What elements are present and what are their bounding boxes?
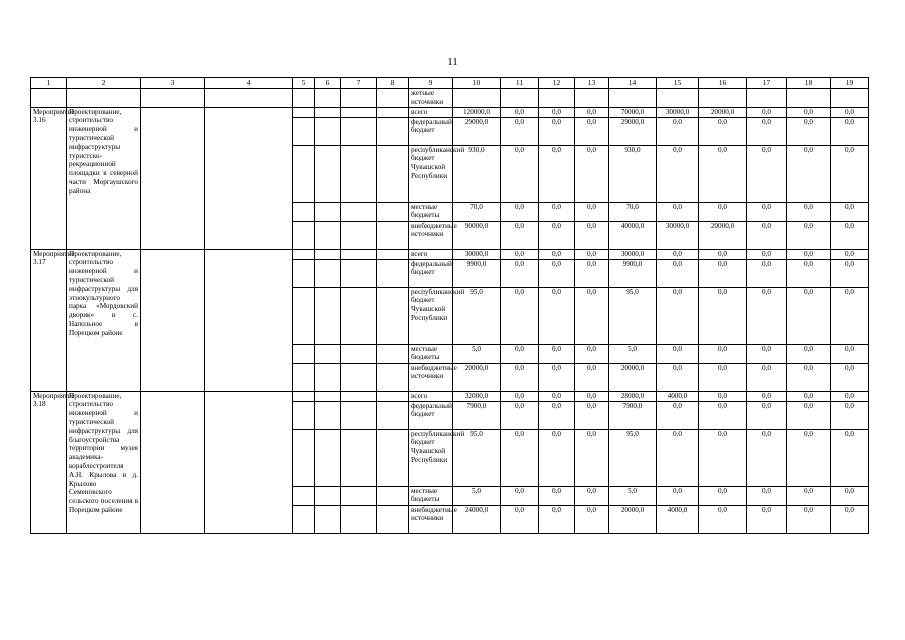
amount-cell: 0,0 [787,202,831,221]
amount-cell: 0,0 [787,505,831,533]
empty-cell [293,505,315,533]
column-header: 12 [539,78,575,89]
amount-cell: 0,0 [747,202,787,221]
funding-source-label: федеральный бюджет [409,117,453,145]
amount-cell: 0,0 [699,202,747,221]
empty-cell [141,249,205,391]
funding-source-label: местные бюджеты [409,486,453,505]
amount-cell: 0,0 [657,429,699,486]
amount-cell: 0,0 [501,363,539,391]
amount-cell: 0,0 [501,259,539,287]
event-number: Мероприятие 3.18 [31,391,67,533]
empty-cell [747,89,787,108]
empty-cell [293,401,315,429]
empty-cell [341,344,377,363]
amount-cell: 24000,0 [453,505,501,533]
empty-cell [341,505,377,533]
amount-cell: 0,0 [831,344,869,363]
amount-cell: 0,0 [575,202,609,221]
amount-cell: 0,0 [747,221,787,249]
amount-cell: 0,0 [539,221,575,249]
empty-cell [341,107,377,117]
empty-cell [377,429,409,486]
column-header: 13 [575,78,609,89]
funding-source-label: внебюджетные источники [409,505,453,533]
amount-cell: 95,0 [453,287,501,344]
amount-cell: 0,0 [831,391,869,401]
amount-cell: 0,0 [787,429,831,486]
empty-cell [31,89,67,108]
amount-cell: 70,0 [609,202,657,221]
empty-cell [341,391,377,401]
amount-cell: 0,0 [699,344,747,363]
empty-cell [341,486,377,505]
empty-cell [315,287,341,344]
empty-cell [293,145,315,202]
amount-cell: 930,0 [453,145,501,202]
amount-cell: 0,0 [699,287,747,344]
funding-source-label: республиканский бюджет Чувашской Республики [409,145,453,202]
amount-cell: 0,0 [787,287,831,344]
page-number: 11 [447,56,458,68]
amount-cell: 95,0 [609,287,657,344]
amount-cell: 0,0 [699,145,747,202]
amount-cell: 0,0 [657,249,699,259]
column-header: 11 [501,78,539,89]
empty-cell [831,89,869,108]
funding-source-label: федеральный бюджет [409,259,453,287]
amount-cell: 0,0 [539,429,575,486]
amount-cell: 0,0 [539,391,575,401]
amount-cell: 0,0 [501,249,539,259]
empty-cell [315,429,341,486]
column-header: 19 [831,78,869,89]
empty-cell [205,89,293,108]
empty-cell [315,107,341,117]
amount-cell: 5,0 [609,344,657,363]
table-row [31,107,869,117]
empty-cell [315,344,341,363]
empty-cell [293,486,315,505]
amount-cell: 30000,0 [609,249,657,259]
column-header: 1 [31,78,67,89]
empty-cell [315,401,341,429]
empty-cell [67,89,141,108]
empty-cell [293,363,315,391]
amount-cell: 0,0 [747,401,787,429]
table-row [31,391,869,401]
empty-cell [609,89,657,108]
empty-cell [453,89,501,108]
amount-cell: 0,0 [539,117,575,145]
amount-cell: 0,0 [657,287,699,344]
empty-cell [293,249,315,259]
amount-cell: 0,0 [575,344,609,363]
empty-cell [377,145,409,202]
column-header: 9 [409,78,453,89]
empty-cell [657,89,699,108]
amount-cell: 0,0 [787,486,831,505]
amount-cell: 0,0 [501,221,539,249]
amount-cell: 95,0 [609,429,657,486]
amount-cell: 7900,0 [453,401,501,429]
amount-cell: 0,0 [501,145,539,202]
empty-cell [293,344,315,363]
amount-cell: 20000,0 [609,505,657,533]
empty-cell [341,221,377,249]
empty-cell [293,117,315,145]
amount-cell: 0,0 [831,401,869,429]
amount-cell: 0,0 [747,287,787,344]
empty-cell [315,391,341,401]
amount-cell: 0,0 [747,249,787,259]
amount-cell: 70000,0 [609,107,657,117]
amount-cell: 0,0 [747,391,787,401]
amount-cell: 0,0 [787,391,831,401]
amount-cell: 0,0 [501,429,539,486]
amount-cell: 95,0 [453,429,501,486]
amount-cell: 0,0 [787,249,831,259]
amount-cell: 0,0 [539,363,575,391]
amount-cell: 0,0 [575,107,609,117]
header-row [31,78,869,89]
amount-cell: 20000,0 [699,221,747,249]
empty-cell [315,363,341,391]
amount-cell: 0,0 [747,107,787,117]
amount-cell: 0,0 [699,249,747,259]
amount-cell: 0,0 [831,363,869,391]
amount-cell: 0,0 [657,401,699,429]
funding-source-label: всего [409,107,453,117]
amount-cell: 0,0 [787,221,831,249]
funding-source-label: внебюджетные источники [409,363,453,391]
amount-cell: 0,0 [657,145,699,202]
amount-cell: 20000,0 [453,363,501,391]
event-number: Мероприятие 3.16 [31,107,67,249]
amount-cell: 0,0 [501,344,539,363]
funding-source-label: всего [409,249,453,259]
empty-cell [315,89,341,108]
empty-cell [315,505,341,533]
program-table [30,77,869,534]
amount-cell: 29000,0 [609,117,657,145]
funding-source-label: всего [409,391,453,401]
empty-cell [377,221,409,249]
amount-cell: 0,0 [575,486,609,505]
column-header: 4 [205,78,293,89]
empty-cell [293,107,315,117]
amount-cell: 30000,0 [657,107,699,117]
empty-cell [377,363,409,391]
amount-cell: 0,0 [699,259,747,287]
empty-cell [377,401,409,429]
empty-cell [377,249,409,259]
amount-cell: 30000,0 [657,221,699,249]
empty-cell [341,202,377,221]
amount-cell: 0,0 [831,145,869,202]
empty-cell [205,391,293,533]
column-header: 8 [377,78,409,89]
amount-cell: 0,0 [501,391,539,401]
amount-cell: 0,0 [831,107,869,117]
column-header: 5 [293,78,315,89]
amount-cell: 0,0 [831,486,869,505]
amount-cell: 0,0 [699,401,747,429]
column-header: 10 [453,78,501,89]
amount-cell: 0,0 [539,202,575,221]
empty-cell [293,89,315,108]
column-header: 14 [609,78,657,89]
amount-cell: 0,0 [747,259,787,287]
amount-cell: 0,0 [501,117,539,145]
column-header: 15 [657,78,699,89]
amount-cell: 0,0 [831,249,869,259]
amount-cell: 0,0 [699,391,747,401]
column-header: 17 [747,78,787,89]
amount-cell: 32000,0 [453,391,501,401]
amount-cell: 0,0 [699,117,747,145]
amount-cell: 0,0 [747,429,787,486]
amount-cell: 0,0 [539,505,575,533]
amount-cell: 0,0 [831,287,869,344]
amount-cell: 0,0 [575,145,609,202]
event-name: Проектирование, строительство инженерной и туристической инфраструктуры для благоустройства территории музея академика-кораблестроителя А.Н. Крылова в д. Крылово Семеновского сельского поселения в Порецком районе [67,391,141,533]
amount-cell: 0,0 [787,259,831,287]
amount-cell: 0,0 [657,259,699,287]
empty-cell [787,89,831,108]
empty-cell [377,287,409,344]
amount-cell: 0,0 [787,145,831,202]
amount-cell: 0,0 [575,249,609,259]
amount-cell: 0,0 [539,344,575,363]
event-name: Проектирование, строительство инженерной и туристической инфраструктуры для этнокультурного парка «Мордовский дворик» в с. Напольное в Порецком районе [67,249,141,391]
amount-cell: 40000,0 [609,221,657,249]
amount-cell: 0,0 [787,401,831,429]
empty-cell [377,391,409,401]
amount-cell: 0,0 [575,391,609,401]
amount-cell: 0,0 [787,363,831,391]
amount-cell: 0,0 [501,401,539,429]
empty-cell [501,89,539,108]
amount-cell: 0,0 [575,363,609,391]
amount-cell: 0,0 [575,401,609,429]
amount-cell: 0,0 [501,505,539,533]
amount-cell: 4000,0 [657,391,699,401]
empty-cell [141,391,205,533]
funding-source-label: жетные источники [409,89,453,108]
continuation-row [31,89,869,108]
amount-cell: 0,0 [575,429,609,486]
empty-cell [341,259,377,287]
empty-cell [315,259,341,287]
amount-cell: 0,0 [747,363,787,391]
empty-cell [341,429,377,486]
empty-cell [293,287,315,344]
empty-cell [699,89,747,108]
empty-cell [315,486,341,505]
funding-source-label: местные бюджеты [409,202,453,221]
amount-cell: 0,0 [831,202,869,221]
empty-cell [341,117,377,145]
funding-source-label: федеральный бюджет [409,401,453,429]
amount-cell: 0,0 [539,486,575,505]
empty-cell [377,107,409,117]
amount-cell: 0,0 [747,117,787,145]
empty-cell [377,259,409,287]
amount-cell: 9900,0 [453,259,501,287]
empty-cell [315,221,341,249]
empty-cell [315,145,341,202]
column-header: 3 [141,78,205,89]
empty-cell [575,89,609,108]
empty-cell [377,117,409,145]
column-header: 7 [341,78,377,89]
amount-cell: 0,0 [831,429,869,486]
amount-cell: 5,0 [453,344,501,363]
amount-cell: 0,0 [539,259,575,287]
amount-cell: 0,0 [575,221,609,249]
empty-cell [293,429,315,486]
empty-cell [377,486,409,505]
empty-cell [377,344,409,363]
event-name: Проектирование, строительство инженерной и туристической инфраструктуры туристско-рекреационной площадки в северной части Моргаушского района [67,107,141,249]
empty-cell [141,89,205,108]
empty-cell [315,249,341,259]
funding-source-label: республиканский бюджет Чувашской Республики [409,429,453,486]
amount-cell: 930,0 [609,145,657,202]
amount-cell: 0,0 [539,401,575,429]
amount-cell: 0,0 [657,117,699,145]
empty-cell [205,249,293,391]
amount-cell: 0,0 [501,202,539,221]
amount-cell: 0,0 [747,505,787,533]
amount-cell: 7900,0 [609,401,657,429]
empty-cell [293,391,315,401]
amount-cell: 0,0 [699,429,747,486]
amount-cell: 0,0 [831,221,869,249]
amount-cell: 0,0 [699,505,747,533]
amount-cell: 70,0 [453,202,501,221]
empty-cell [293,202,315,221]
empty-cell [293,221,315,249]
amount-cell: 0,0 [539,287,575,344]
amount-cell: 0,0 [657,202,699,221]
empty-cell [341,249,377,259]
empty-cell [341,401,377,429]
amount-cell: 0,0 [501,287,539,344]
column-header: 2 [67,78,141,89]
empty-cell [377,505,409,533]
amount-cell: 5,0 [453,486,501,505]
amount-cell: 4000,0 [657,505,699,533]
amount-cell: 0,0 [831,259,869,287]
amount-cell: 0,0 [787,117,831,145]
amount-cell: 0,0 [575,505,609,533]
funding-source-label: республиканский бюджет Чувашской Республики [409,287,453,344]
amount-cell: 90000,0 [453,221,501,249]
amount-cell: 0,0 [501,107,539,117]
amount-cell: 0,0 [657,344,699,363]
table-row [31,249,869,259]
amount-cell: 0,0 [539,249,575,259]
amount-cell: 20000,0 [699,107,747,117]
column-header: 18 [787,78,831,89]
empty-cell [341,363,377,391]
empty-cell [315,202,341,221]
amount-cell: 29000,0 [453,117,501,145]
amount-cell: 0,0 [831,505,869,533]
empty-cell [205,107,293,249]
amount-cell: 0,0 [657,363,699,391]
empty-cell [341,89,377,108]
amount-cell: 28000,0 [609,391,657,401]
amount-cell: 0,0 [699,363,747,391]
amount-cell: 0,0 [831,117,869,145]
amount-cell: 0,0 [747,486,787,505]
amount-cell: 0,0 [539,107,575,117]
empty-cell [377,89,409,108]
empty-cell [341,145,377,202]
amount-cell: 0,0 [575,259,609,287]
funding-source-label: внебюджетные источники [409,221,453,249]
empty-cell [539,89,575,108]
empty-cell [341,287,377,344]
amount-cell: 0,0 [747,145,787,202]
amount-cell: 0,0 [787,344,831,363]
amount-cell: 9900,0 [609,259,657,287]
amount-cell: 5,0 [609,486,657,505]
funding-source-label: местные бюджеты [409,344,453,363]
amount-cell: 20000,0 [609,363,657,391]
column-header: 6 [315,78,341,89]
amount-cell: 0,0 [575,117,609,145]
event-number: Мероприятие 3.17 [31,249,67,391]
amount-cell: 0,0 [699,486,747,505]
amount-cell: 30000,0 [453,249,501,259]
empty-cell [315,117,341,145]
amount-cell: 0,0 [501,486,539,505]
column-header: 16 [699,78,747,89]
empty-cell [293,259,315,287]
amount-cell: 0,0 [657,486,699,505]
empty-cell [377,202,409,221]
amount-cell: 0,0 [539,145,575,202]
amount-cell: 120000,0 [453,107,501,117]
amount-cell: 0,0 [787,107,831,117]
amount-cell: 0,0 [747,344,787,363]
empty-cell [141,107,205,249]
amount-cell: 0,0 [575,287,609,344]
